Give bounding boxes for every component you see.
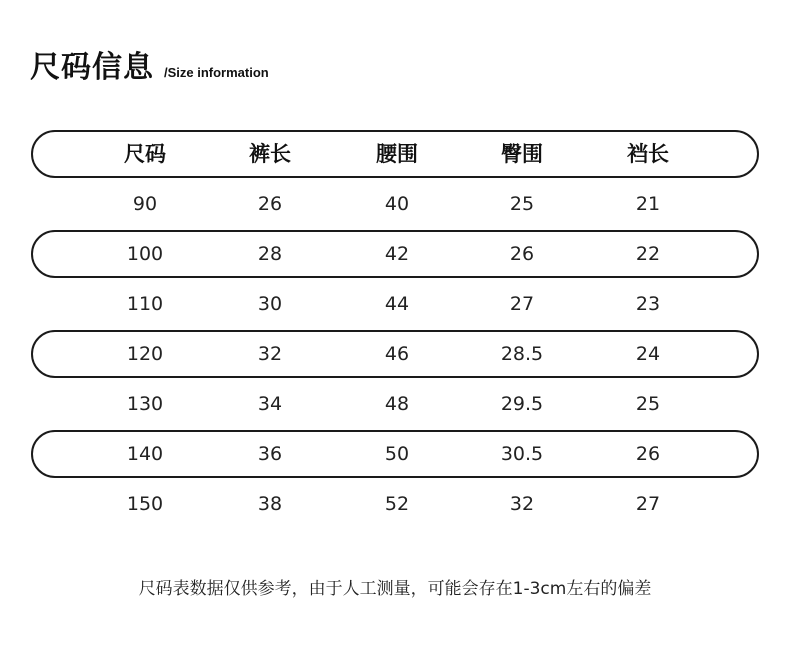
table-cell: 34 bbox=[257, 393, 283, 415]
table-row bbox=[31, 180, 759, 228]
table-row bbox=[31, 230, 759, 278]
table-header-row bbox=[31, 130, 759, 178]
header-cell-hip: 臀围 bbox=[501, 142, 543, 166]
table-row bbox=[31, 430, 759, 478]
page-subtitle: /Size information bbox=[164, 65, 269, 80]
size-table bbox=[31, 130, 759, 530]
table-cell: 26 bbox=[509, 243, 535, 265]
table-cell: 28.5 bbox=[500, 343, 544, 365]
table-cell: 52 bbox=[384, 493, 410, 515]
table-cell: 28 bbox=[257, 243, 283, 265]
table-cell: 30.5 bbox=[500, 443, 544, 465]
table-cell: 130 bbox=[126, 393, 164, 415]
table-cell: 22 bbox=[635, 243, 661, 265]
table-cell: 46 bbox=[384, 343, 410, 365]
page-title-group bbox=[30, 46, 269, 86]
table-cell: 27 bbox=[509, 293, 535, 315]
table-row bbox=[31, 280, 759, 328]
table-cell: 26 bbox=[257, 193, 283, 215]
table-cell: 25 bbox=[635, 393, 661, 415]
header-cell-waist: 腰围 bbox=[376, 142, 418, 166]
header-cell-rise: 裆长 bbox=[627, 142, 669, 166]
table-cell: 26 bbox=[635, 443, 661, 465]
table-cell: 27 bbox=[635, 493, 661, 515]
table-cell: 140 bbox=[126, 443, 164, 465]
table-cell: 32 bbox=[257, 343, 283, 365]
table-cell: 90 bbox=[132, 193, 158, 215]
table-row bbox=[31, 480, 759, 528]
table-cell: 110 bbox=[126, 293, 164, 315]
table-cell: 32 bbox=[509, 493, 535, 515]
table-cell: 38 bbox=[257, 493, 283, 515]
table-cell: 150 bbox=[126, 493, 164, 515]
table-cell: 120 bbox=[126, 343, 164, 365]
table-cell: 36 bbox=[257, 443, 283, 465]
header-cell-size: 尺码 bbox=[124, 142, 166, 166]
table-row bbox=[31, 380, 759, 428]
table-cell: 50 bbox=[384, 443, 410, 465]
table-row bbox=[31, 330, 759, 378]
table-cell: 30 bbox=[257, 293, 283, 315]
table-cell: 48 bbox=[384, 393, 410, 415]
table-cell: 21 bbox=[635, 193, 661, 215]
header-cell-length: 裤长 bbox=[249, 142, 291, 166]
table-cell: 23 bbox=[635, 293, 661, 315]
table-cell: 100 bbox=[126, 243, 164, 265]
table-cell: 40 bbox=[384, 193, 410, 215]
page-title: 尺码信息 bbox=[30, 50, 154, 85]
table-cell: 29.5 bbox=[500, 393, 544, 415]
table-cell: 25 bbox=[509, 193, 535, 215]
table-cell: 24 bbox=[635, 343, 661, 365]
table-cell: 44 bbox=[384, 293, 410, 315]
table-cell: 42 bbox=[384, 243, 410, 265]
measurement-note: 尺码表数据仅供参考，由于人工测量，可能会存在1-3cm左右的偏差 bbox=[138, 579, 652, 599]
